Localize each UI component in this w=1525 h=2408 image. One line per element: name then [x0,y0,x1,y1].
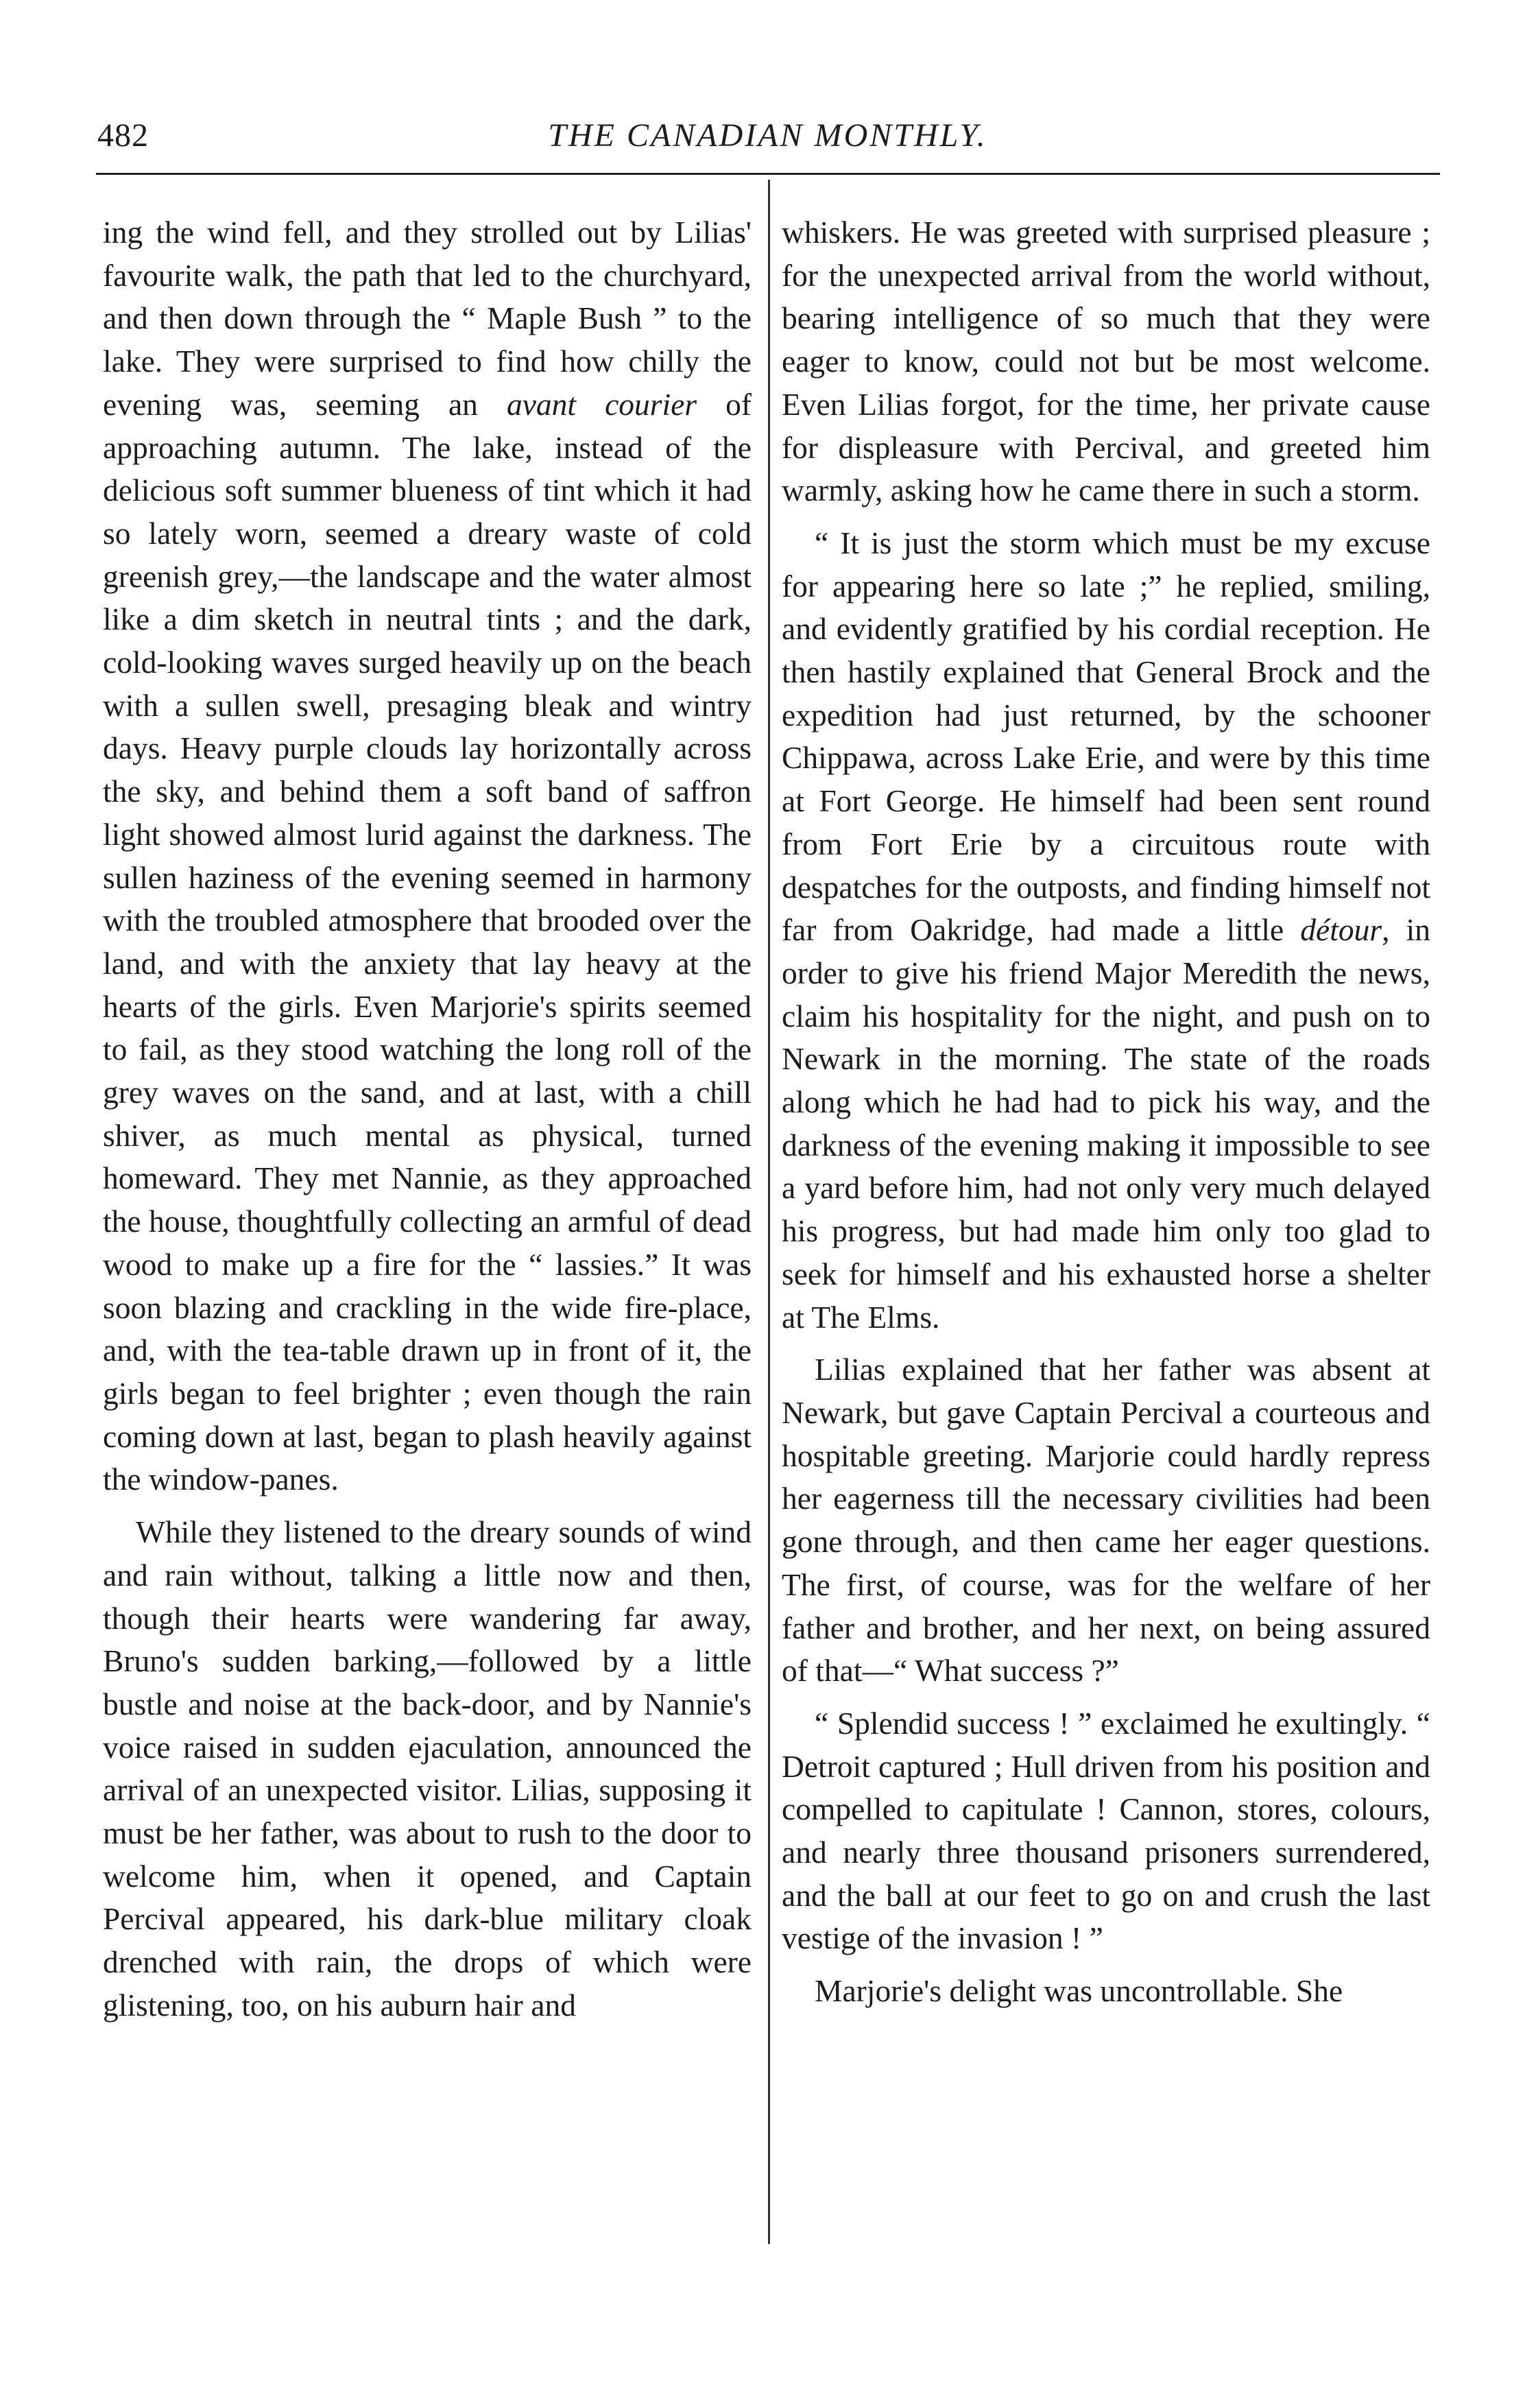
left-column [103,211,752,2027]
paragraph: While they listened to the dreary sounds of wind and rain without, talking a little now and then, though their hearts were wandering far away, Bruno's sudden barking,—followed by a little bustle and noise at the back-door, and by Nannie's voice raised in sudden ejaculation, announced the arrival of an unexpected visitor. Lilias, supposing it must be her father, was about to rush to the door to welcome him, when it opened, and Captain Percival appeared, his dark-blue military cloak drenched with rain, the drops of which were glistening, too, on his auburn hair and [103,1514,752,2023]
paragraph: “ Splendid success ! ” exclaimed he exultingly. “ Detroit captured ; Hull driven from his position and compelled to capitulate ! Cannon, stores, colours, and nearly three thousand prisoners surrendered, and the ball at our feet to go on and crush the last vestige of the invasion ! ” [782,1705,1430,1956]
header-rule [96,173,1440,175]
column-divider [768,180,770,2244]
paragraph: “ It is just the storm which must be my excuse for appearing here so late ;” he replied, smiling, and evidently gratified by his cordial reception. He then hastily explained that General Brock and the expedition had just returned, by the schooner Chippawa, across Lake Erie, and were by this time at Fort George. He himself had been sent round from Fort Erie by a circuitous route with despatches for the outposts, and finding himself not far from Oakridge, had made a little détour, in order to give his friend Major Meredith the news, claim his hospitality for the night, and push on to Newark in the morning. The state of the roads along which he had had to pick his way, and the darkness of the evening making it impossible to see a yard before him, had not only very much delayed his progress, but had made him only too glad to seek for himself and his exhausted horse a shelter at The Elms. [782,525,1430,1335]
italic-phrase: détour [1300,912,1382,948]
running-title: THE CANADIAN MONTHLY. [548,117,987,154]
right-column [782,211,1430,2013]
paragraph: whiskers. He was greeted with surprised pleasure ; for the unexpected arrival from the world without, bearing intelligence of so much that they were eager to know, could not but be most welcome. Even Lilias forgot, for the time, her private cause for displeasure with Percival, and greeted him warmly, asking how he came there in such a storm. [782,215,1430,508]
paragraph: Marjorie's delight was uncontrollable. She [815,1973,1343,2009]
paragraph: ing the wind fell, and they strolled out by Lilias' favourite walk, the path that led to the churchyard, and then down through the “ Maple Bush ” to the lake. They were surprised to find how chilly the evening was, seeming an avant courier of approaching autumn. The lake, instead of the delicious soft summer blueness of tint which it had so lately worn, seemed a dreary waste of cold greenish grey,—the landscape and the water almost like a dim sketch in neutral tints ; and the dark, cold-looking waves surged heavily up on the beach with a sullen swell, presaging bleak and wintry days. Heavy purple clouds lay horizontally across the sky, and behind them a soft band of saffron light showed almost lurid against the darkness. The sullen haziness of the evening seemed in harmony with the troubled atmosphere that brooded over the land, and with the anxiety that lay heavy at the hearts of the girls. Even Marjorie's spirits seemed to fail, as they stood watching the long roll of the grey waves on the sand, and at last, with a chill shiver, as much mental as physical, turned homeward. They met Nannie, as they approached the house, thoughtfully collecting an armful of dead wood to make up a fire for the “ lassies.” It was soon blazing and crackling in the wide fire-place, and, with the tea-table drawn up in front of it, the girls began to feel brighter ; even though the rain coming down at last, began to plash heavily against the window-panes. [103,215,752,1497]
italic-phrase: avant courier [506,386,697,422]
paragraph: Lilias explained that her father was absent at Newark, but gave Captain Percival a courteous and hospitable greeting. Marjorie could hardly repress her eagerness till the necessary civilities had been gone through, and then came her eager questions. The first, of course, was for the welfare of her father and brother, and her next, on being assured of that—“ What success ?” [782,1352,1430,1689]
page-header [97,110,1438,165]
page-number: 482 [97,117,149,154]
